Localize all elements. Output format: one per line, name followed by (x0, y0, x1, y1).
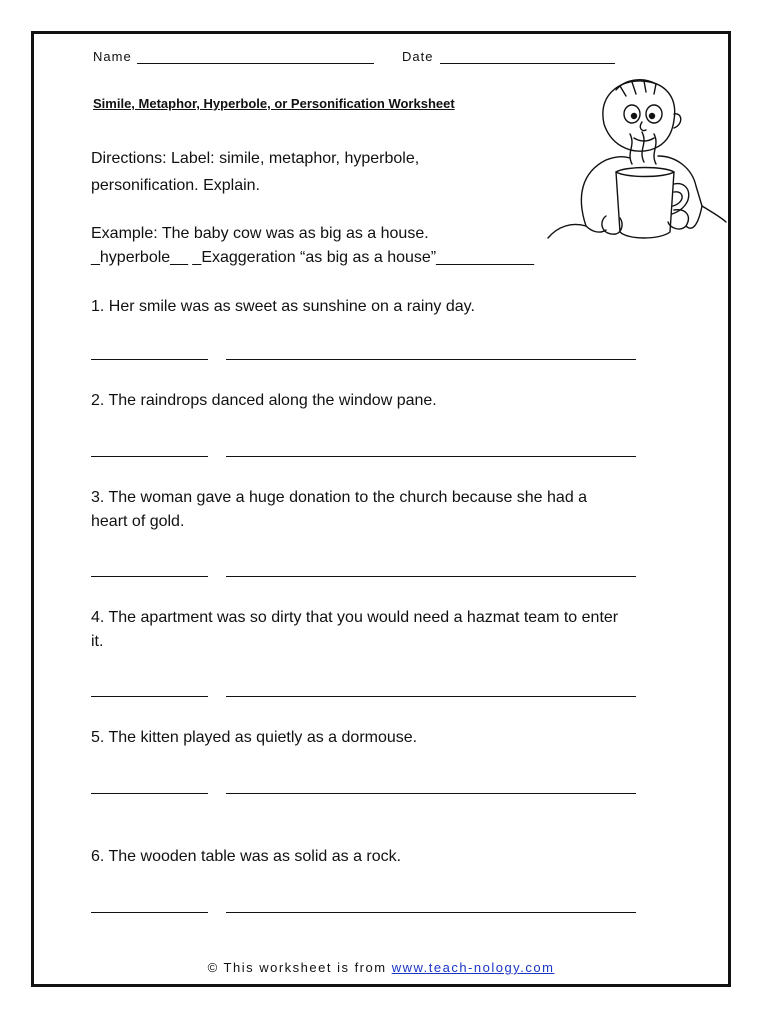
question-4-text-continued: it. (91, 633, 104, 650)
question-1-label-blank[interactable] (91, 359, 208, 360)
name-blank[interactable] (137, 63, 374, 64)
worksheet-title: Simile, Metaphor, Hyperbole, or Personification Worksheet (93, 96, 455, 111)
question-1-explain-blank[interactable] (226, 359, 636, 360)
question-4-label-blank[interactable] (91, 696, 208, 697)
question-1-text: 1. Her smile was as sweet as sunshine on a rainy day. (91, 298, 475, 315)
example-answer: _hyperbole__ _Exaggeration “as big as a house”___________ (91, 249, 535, 266)
question-5-label-blank[interactable] (91, 793, 208, 794)
question-3-explain-blank[interactable] (226, 576, 636, 577)
question-3-label-blank[interactable] (91, 576, 208, 577)
question-4-text: 4. The apartment was so dirty that you would need a hazmat team to enter (91, 609, 619, 626)
question-4-explain-blank[interactable] (226, 696, 636, 697)
question-6-label-blank[interactable] (91, 912, 208, 913)
question-6-explain-blank[interactable] (226, 912, 636, 913)
footer-link[interactable]: www.teach-nology.com (391, 960, 555, 975)
question-5-explain-blank[interactable] (226, 793, 636, 794)
question-2-explain-blank[interactable] (226, 456, 636, 457)
directions-line-1: Directions: Label: simile, metaphor, hyperbole, (91, 150, 420, 167)
footer-prefix: © This worksheet is from (207, 960, 392, 975)
question-5-text: 5. The kitten played as quietly as a dormouse. (91, 729, 418, 746)
date-label: Date (402, 49, 434, 64)
question-2-text: 2. The raindrops danced along the window pane. (91, 392, 437, 409)
question-6-text: 6. The wooden table was as solid as a rock. (91, 848, 402, 865)
footer-credit (34, 960, 728, 975)
directions-line-2: personification. Explain. (91, 177, 260, 194)
person-drinking-hot-cup-icon (546, 76, 728, 248)
question-2-label-blank[interactable] (91, 456, 208, 457)
example-sentence: Example: The baby cow was as big as a house. (91, 225, 429, 242)
question-3-text-continued: heart of gold. (91, 513, 185, 530)
name-label: Name (93, 49, 132, 64)
worksheet-page (31, 31, 731, 987)
date-blank[interactable] (440, 63, 615, 64)
question-3-text: 3. The woman gave a huge donation to the church because she had a (91, 489, 588, 506)
